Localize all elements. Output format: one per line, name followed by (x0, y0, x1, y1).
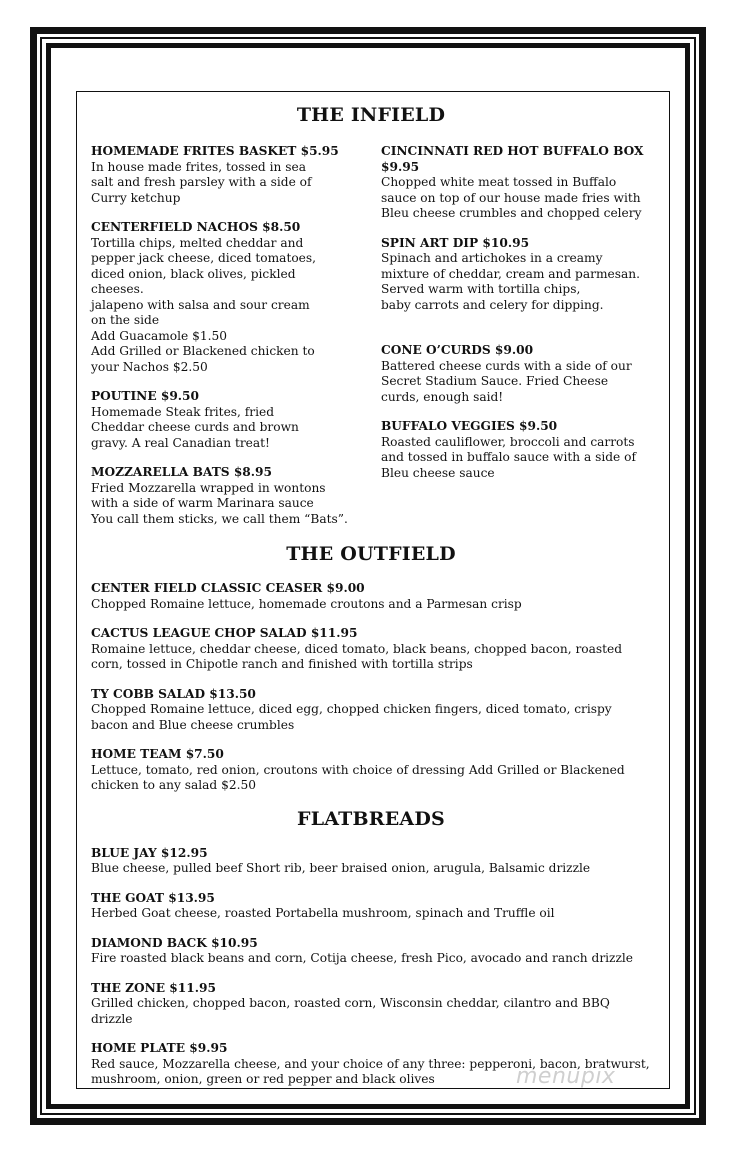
menu-item-description: Chopped Romaine lettuce, diced egg, chopped chicken fingers, diced tomato, crispy bacon and Blue cheese crumbles (91, 702, 612, 732)
menu-item (91, 465, 349, 527)
menu-item-name: HOME PLATE $9.95 (91, 1041, 228, 1055)
menu-item (91, 846, 651, 877)
menu-item-name: THE GOAT $13.95 (91, 890, 215, 905)
menu-item (91, 220, 349, 375)
menu-item (381, 343, 651, 405)
menu-item (381, 419, 651, 481)
menu-item-name: SPIN ART DIP $10.95 (381, 235, 530, 250)
menu-item-name: BLUE JAY $12.95 (91, 845, 208, 860)
menu-item (91, 936, 651, 967)
menu-item-description: Chopped Romaine lettuce, homemade croutons and a Parmesan crisp (91, 596, 522, 611)
infield-columns (91, 144, 651, 527)
menu-item-name: POUTINE $9.50 (91, 389, 200, 403)
menu-item (91, 891, 651, 922)
section-title-infield: THE INFIELD (296, 104, 446, 126)
menu-item-name: THE ZONE $11.95 (91, 980, 216, 995)
menu-item-name: MOZZARELLA BATS $8.95 (91, 465, 272, 479)
menu-item-name: CACTUS LEAGUE CHOP SALAD $11.95 (91, 626, 358, 640)
menu-item-name: HOME TEAM $7.50 (91, 747, 224, 761)
menu-item (91, 981, 651, 1028)
menu-item-name: HOMEMADE FRITES BASKET $5.95 (91, 144, 339, 158)
menu-item-description: Battered cheese curds with a side of our Secret Stadium Sauce. Fried Cheese curds, enough said! (381, 358, 632, 404)
menu-item-description: Homemade Steak frites, fried Cheddar cheese curds and brown gravy. A real Canadian treat! (91, 404, 299, 450)
menu-item-description: Blue cheese, pulled beef Short rib, beer braised onion, arugula, Balsamic drizzle (91, 861, 591, 875)
section-title-outfield: THE OUTFIELD (286, 543, 456, 565)
menu-item (91, 389, 349, 451)
menu-item-name: CENTER FIELD CLASSIC CEASER $9.00 (91, 581, 365, 595)
menu-item (91, 687, 651, 734)
flatbreads-list (91, 846, 651, 1088)
menu-item-description: Fire roasted black beans and corn, Cotija cheese, fresh Pico, avocado and ranch drizzle (91, 951, 634, 965)
menu-item-description: In house made frites, tossed in sea salt and fresh parsley with a side of Curry ketchup (91, 159, 312, 205)
section-title-flatbreads: FLATBREADS (297, 807, 445, 830)
menu-item-description: Spinach and artichokes in a creamy mixture of cheddar, cream and parmesan. Served warm with tortilla chips, baby carrots and celery for dipping. (381, 251, 640, 312)
menu-item-description: Grilled chicken, chopped bacon, roasted corn, Wisconsin cheddar, cilantro and BBQ drizzle (91, 996, 610, 1026)
menu-item-description: Romaine lettuce, cheddar cheese, diced tomato, black beans, chopped bacon, roasted corn, tossed in Chipotle ranch and finished with tortilla strips (91, 641, 623, 671)
menu-item-name: DIAMOND BACK $10.95 (91, 935, 258, 950)
menu-item (91, 626, 651, 673)
infield-left-column (91, 144, 349, 527)
menu-item-name: CENTERFIELD NACHOS $8.50 (91, 220, 301, 234)
menu-item-description: Roasted cauliflower, broccoli and carrots and tossed in buffalo sauce with a side of Bleu cheese sauce (381, 434, 636, 480)
outfield-list (91, 581, 651, 794)
menu-item-name: BUFFALO VEGGIES $9.50 (381, 419, 558, 433)
menu-item (91, 581, 651, 612)
menu-item-description: Tortilla chips, melted cheddar and pepper jack cheese, diced tomatoes, diced onion, black olives, pickled cheeses. jalapeno with salsa and sour cream on the side Add Guacamole $1.50 Add Grilled or Blackened chicken to your Nachos $2.50 (91, 235, 317, 374)
menu-item-description: Red sauce, Mozzarella cheese, and your choice of any three: pepperoni, bacon, bratwurst, mushroom, onion, green or red pepper and black olives (91, 1056, 650, 1086)
menu-item-description: Lettuce, tomato, red onion, croutons with choice of dressing Add Grilled or Blackened chicken to any salad $2.50 (91, 762, 625, 792)
menu-item-name: CONE O’CURDS $9.00 (381, 343, 534, 357)
menu-item (91, 747, 651, 794)
menu-item (381, 236, 651, 314)
menu-content (91, 100, 651, 1088)
menu-item-description: Chopped white meat tossed in Buffalo sauce on top of our house made fries with Bleu cheese crumbles and chopped celery (381, 175, 642, 220)
menu-item-description: Fried Mozzarella wrapped in wontons with a side of warm Marinara sauce You call them sticks, we call them “Bats”. (91, 480, 348, 526)
menu-item-description: Herbed Goat cheese, roasted Portabella mushroom, spinach and Truffle oil (91, 906, 555, 920)
watermark-logo: menupix (516, 1064, 616, 1089)
menu-item (91, 144, 349, 206)
menu-item (381, 144, 651, 222)
menu-item-name: CINCINNATI RED HOT BUFFALO BOX $9.95 (381, 144, 644, 174)
infield-right-column (381, 144, 651, 527)
menu-item-name: TY COBB SALAD $13.50 (91, 686, 256, 701)
